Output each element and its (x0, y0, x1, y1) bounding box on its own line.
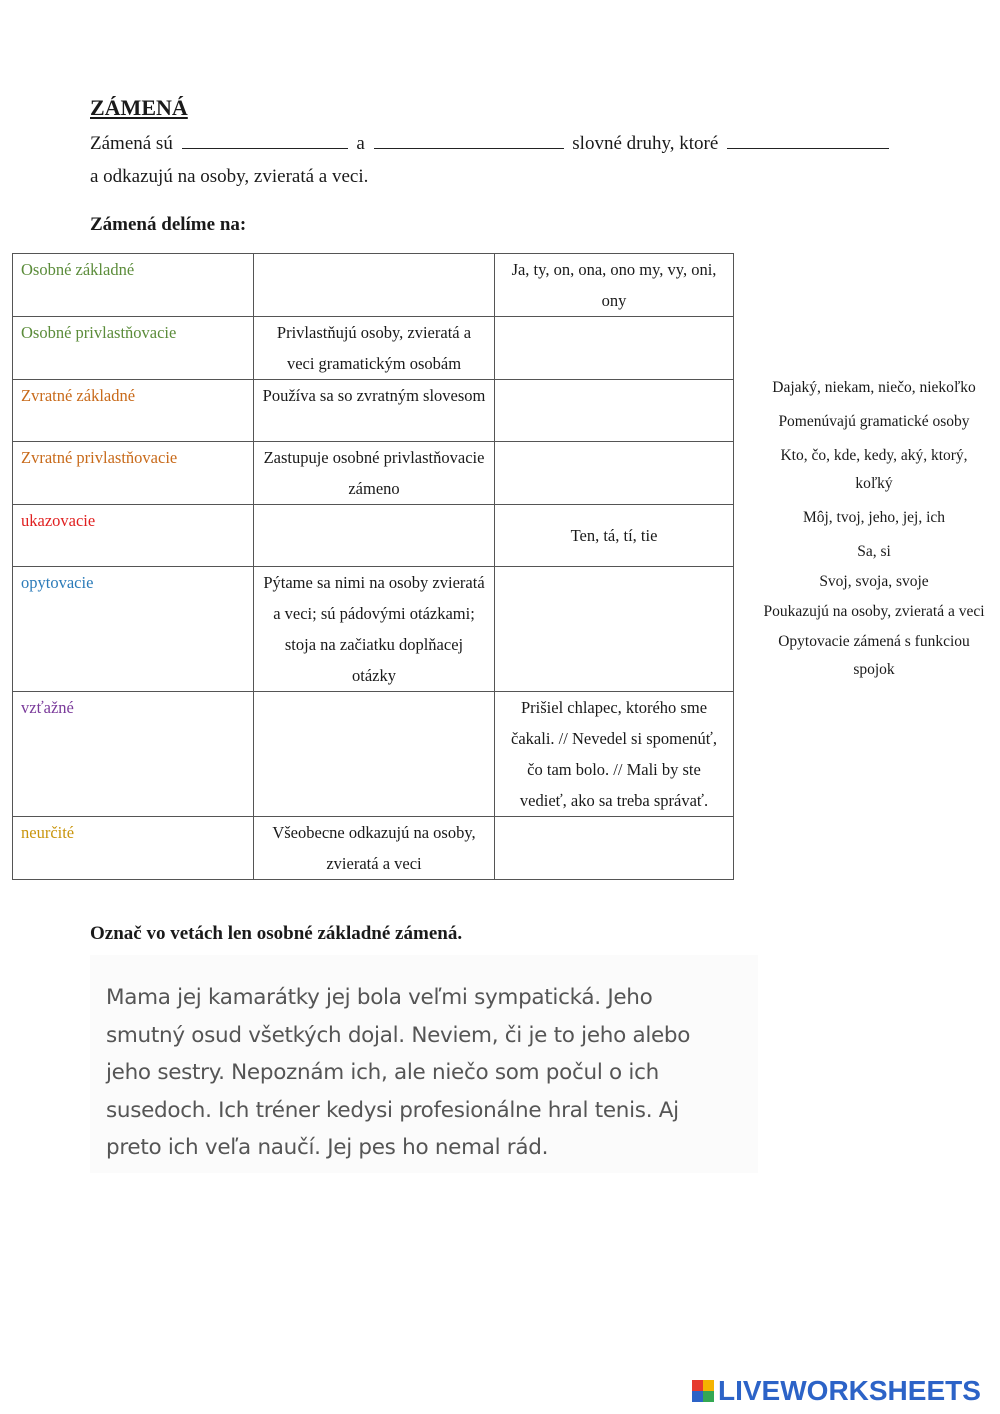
option-item[interactable]: Kto, čo, kde, kedy, aký, ktorý, koľký (780, 447, 968, 492)
intro-part2: a (356, 133, 365, 154)
table-row (13, 505, 734, 567)
option-item[interactable]: Opytovacie zámená s funkciou spojok (778, 633, 970, 678)
intro-part3: slovné druhy, ktoré (572, 133, 719, 154)
intro-sentence (90, 131, 889, 155)
logo-text: LIVEWORKSHEETS (718, 1375, 981, 1406)
exercise-text[interactable]: Mama jej kamarátky jej bola veľmi sympatická. Jeho smutný osud všetkých dojal. Neviem, či je to jeho alebo jeho sestry. Nepoznám ich, ale niečo som počul o ich susedoch. Ich tréner kedysi profesionálne hral tenis. Aj preto ich veľa naučí. Jej pes ho nemal rád. (106, 985, 691, 1160)
table-row (13, 692, 734, 817)
option-item[interactable]: Môj, tvoj, jeho, jej, ich (802, 509, 946, 526)
table-row (13, 817, 734, 880)
pronoun-description: Pýtame sa nimi na osoby zvieratá a veci; sú pádovými otázkami; stoja na začiatku doplňacej otázky (254, 567, 495, 692)
pronoun-description[interactable] (254, 254, 495, 317)
option-item[interactable]: Svoj, svoja, svoje (819, 573, 929, 590)
exercise-box (90, 955, 758, 1173)
pronoun-example[interactable] (495, 317, 734, 380)
pronoun-example[interactable] (495, 442, 734, 505)
subheading: Zámená delíme na: (90, 214, 247, 235)
pronoun-type: Zvratné privlastňovacie (13, 442, 254, 505)
pronoun-description: Zastupuje osobné privlastňovacie zámeno (254, 442, 495, 505)
option-item[interactable]: Dajaký, niekam, niečo, niekoľko (772, 379, 976, 396)
table-row (13, 380, 734, 442)
page-title: ZÁMENÁ (90, 95, 188, 120)
pronoun-example: Ten, tá, tí, tie (495, 505, 734, 567)
liveworksheets-logo[interactable] (692, 1376, 981, 1406)
pronoun-description[interactable] (254, 692, 495, 817)
pronoun-type: ukazovacie (13, 505, 254, 567)
pronoun-description: Všeobecne odkazujú na osoby, zvieratá a veci (254, 817, 495, 880)
pronoun-table (12, 253, 734, 880)
pronoun-type: Osobné privlastňovacie (13, 317, 254, 380)
pronoun-description: Privlastňujú osoby, zvieratá a veci gramatickým osobám (254, 317, 495, 380)
task-instruction: Označ vo vetách len osobné základné zámená. (90, 923, 463, 944)
pronoun-type: Zvratné základné (13, 380, 254, 442)
blank-2[interactable] (374, 131, 564, 149)
pronoun-example[interactable] (495, 817, 734, 880)
option-item[interactable]: Sa, si (857, 543, 891, 560)
table-row (13, 442, 734, 505)
pronoun-type: neurčité (13, 817, 254, 880)
pronoun-example[interactable] (495, 567, 734, 692)
options-list (762, 374, 986, 684)
option-item[interactable]: Pomenúvajú gramatické osoby (778, 413, 970, 430)
pronoun-description[interactable] (254, 505, 495, 567)
intro-line2: a odkazujú na osoby, zvieratá a veci. (90, 166, 369, 187)
table-row (13, 254, 734, 317)
table-row (13, 317, 734, 380)
table-row (13, 567, 734, 692)
pronoun-type: Osobné základné (13, 254, 254, 317)
pronoun-type: opytovacie (13, 567, 254, 692)
pronoun-example[interactable] (495, 380, 734, 442)
pronoun-example: Ja, ty, on, ona, ono my, vy, oni, ony (495, 254, 734, 317)
intro-part1: Zámená sú (90, 133, 173, 154)
pronoun-description: Používa sa so zvratným slovesom (254, 380, 495, 442)
logo-icon (692, 1380, 714, 1402)
blank-1[interactable] (182, 131, 348, 149)
pronoun-example: Prišiel chlapec, ktorého sme čakali. // Nevedel si spomenúť, čo tam bolo. // Mali by ste vedieť, ako sa treba správať. (495, 692, 734, 817)
pronoun-type: vzťažné (13, 692, 254, 817)
option-item[interactable]: Poukazujú na osoby, zvieratá a veci (763, 603, 985, 620)
blank-3[interactable] (727, 131, 889, 149)
